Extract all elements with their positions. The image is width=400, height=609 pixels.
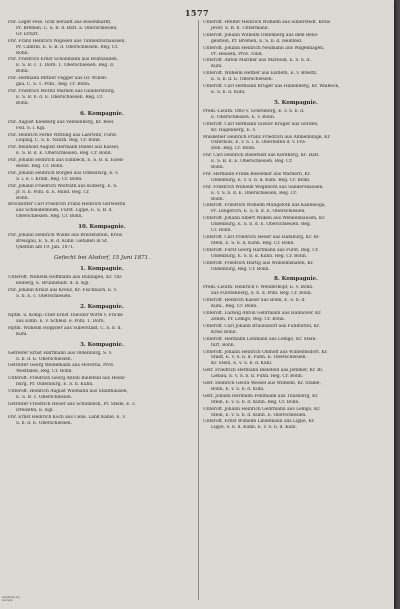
entry-line: Quentin am 19. Jan. 1871. [16, 245, 75, 250]
casualty-entry [8, 171, 196, 183]
section-heading: 8. Kompagnie. [274, 276, 318, 283]
entry-line: aus Eimb. E. v. Schleiz. e. Pöhl. 1. Dorn. [16, 318, 105, 324]
entry-line: Unteroff. Friedrich Georg Anton Bielefeld aus Heinz- [8, 376, 126, 382]
entry-line: Gefr. Friedrich Hermann Bielefeld aus Jemmer, Kr. Bl. [203, 368, 324, 374]
entry-line: Unteroff. Ludwig Anton Gehrmann aus Hannover, Kr. [203, 311, 322, 317]
entry-line: Unteroff. Hermann Lohmann aus Lemgo, Kr. Stein- [203, 336, 317, 342]
section-heading: 1. Kompagnie. [80, 266, 124, 273]
casualty-entry [203, 58, 389, 70]
section-heading: 3. Kompagnie. [80, 341, 124, 348]
casualty-entry [203, 84, 389, 96]
entry-line: nteln, E. S. b. d. Kühn. Reg. Cr. Bonn. [211, 240, 295, 246]
entry-line: lenberg, E. Brunnstadt. d. b. Kgl. [16, 281, 90, 287]
entry-line: Zellen, Pr. Lemgo, Reg. Cr. Bonn. [211, 316, 286, 322]
entry-line: Unteroff. Anton Märdler aus Marnold, E. S. b. d. [203, 58, 311, 64]
casualty-entry [203, 172, 389, 184]
entry-line: Oldenburg, E. v. S. b. d. Kühl. Reg. Cr. Bonn. [211, 177, 311, 183]
entry-line: Reine. Reg. Cr. Bonn. [16, 164, 64, 170]
entry-line: Unteroff. Johann Wilhelm Oldenberg aus dem Bens- [203, 32, 319, 38]
entry-line: Gefr. Johann Hermann Fehlmann aus Thalsberg, Kr. [203, 393, 319, 399]
entry-line: Dreizehn, E. Kgl. [16, 407, 54, 413]
entry-line: Kr. Hagenberg, E. v. [211, 127, 256, 133]
section-heading: 10. Kompagnie. [78, 224, 126, 231]
page-number: 1577 [184, 8, 210, 18]
casualty-entry [203, 394, 389, 406]
casualty-entry [203, 109, 389, 121]
entry-line: Kreis Bonn. [211, 329, 237, 335]
casualty-entry [8, 233, 196, 251]
entry-line: Fhr. Hermann Frank Bessemer aus Wärnern, Kr. [203, 171, 311, 177]
entry-line: Oldenburg, E. S. b. d. E. Oberschlesien. Reg. [211, 222, 312, 228]
casualty-entry [8, 288, 196, 300]
entry-line: Oldenburg, E. S. b. d. Kühn. Reg. Cr. Bonn. [211, 253, 308, 259]
entry-line: S. b. d. E. Oberschlesien. [16, 420, 72, 426]
entry-line: Fhr. Johann Friedrich Wolfrath aus Kolberg, E. S. [8, 183, 118, 189]
entry-line: Fhr. Johann Heinrich Wiebe aus Breitenstein, Kreis [8, 233, 123, 239]
entry-line: Brocksitter Carl Friedrich Franz Heinrich Gerwestin [8, 202, 126, 208]
entry-line: Fhr. Johann Heinrich aus Eimbeck, E. S. B. d. Eisen- [8, 158, 125, 164]
entry-line: E. S. B. c. 1. Dorn. 1. Oberschlesien. Reg. d. [16, 63, 115, 69]
casualty-entry [8, 158, 196, 170]
entry-line: furt, Bonn. [211, 342, 236, 348]
casualty-entry [8, 326, 196, 338]
entry-line: Lippe, S. b. d. Kühn. E. v. S. b. d. Kühl. [211, 425, 297, 431]
entry-line: E. S. b. d. Kühl. [211, 89, 246, 95]
entry-line: E. S. B. d. E. Oberschlesien. Reg. Cr. [211, 159, 293, 165]
entry-line: E. S. B. d. E. Oberschlesien. Reg. Cr. Bonn. [16, 151, 112, 157]
entry-line: Gefreiter Friedrich Heuer aus Schönbeck, Pr. Stede, E. v. [8, 401, 136, 407]
casualty-entry [203, 235, 389, 247]
casualty-entry [203, 285, 389, 297]
entry-line: Fhr. Johann Krauz aus Kreuz, Kr. Fischbach, E. v. [8, 288, 118, 294]
casualty-entry [8, 39, 196, 57]
section-heading: 6. Kompagnie. [80, 110, 124, 117]
casualty-entry [203, 248, 389, 260]
section-heading: 2. Kompagnie. [80, 304, 124, 311]
casualty-entry [8, 57, 196, 75]
casualty-entry [8, 202, 196, 220]
entry-line: Unteroff. Wilhelm Hoffmann aus Düllingen, Kr. Till- [8, 275, 123, 281]
casualty-entry [203, 122, 389, 134]
entry-line: Bonn. [16, 100, 29, 106]
entry-line: gelstein, Pr. Bremen, E. S. b. d. Heinfeld. [211, 38, 303, 44]
casualty-entry [203, 350, 389, 368]
entry-line: Prem.-Lieutn. Heinrich v. Wedderkopf, E. v. Bonn. [203, 285, 314, 291]
entry-line: Bonn. [16, 69, 29, 75]
entry-line: Bonn. [16, 50, 29, 56]
entry-line: Pr. Heilsen, Prov. Tönd. [211, 51, 263, 57]
casualty-entry [203, 46, 389, 58]
casualty-entry [8, 402, 196, 414]
entry-line: Westfalen, Reg. Cr. Bonn. [16, 369, 73, 375]
entry-line: S. b. d. E. Oberschlesien. [16, 356, 72, 362]
entry-line: Unteroff. Ernst Wilhelm Lindemann aus Lippe, Kr. [203, 419, 315, 425]
casualty-entry [203, 203, 389, 215]
entry-line: Oberschlesien. Reg. Cr. Bonn. [16, 214, 83, 220]
casualty-entry [203, 216, 389, 234]
casualty-entry [203, 185, 389, 203]
entry-line: Kühl. [211, 64, 223, 70]
casualty-entry [203, 311, 389, 323]
entry-line: Leipzig, C. S. b. Nauth. Reg. Cr. Bonn. [16, 138, 102, 144]
entry-line: gau, C. S. 1. Pöhl., Reg. Cr. Bonn. [16, 82, 91, 88]
entry-line: Unteroff. Heinrich August Wiemann aus Stadthausen, [8, 389, 128, 395]
entry-line: Fhr. Franz Heinrich Wigesen aus Tunnentschaussen, [8, 38, 126, 44]
entry-line: Cr. Bonn. [211, 228, 232, 234]
entry-line: Osterholz, E. v. S. i. b. Oberleiten d. v. Fra- [211, 140, 307, 146]
entry-line: aus Schleidenheim, Fürst. Lippe, E. S. B. d. [16, 208, 113, 214]
entry-line: burg, Pr. Oldenburg, E. S. b. Kühn. [16, 382, 94, 388]
casualty-entry [203, 153, 389, 171]
entry-line: aus Fürstenberg, S. b. d. Pöhl. Reg. Cr. Bonn. [211, 291, 313, 297]
entry-line: Fhr. August Kleeberg aus Vennenberg, Kr. Beel. [8, 119, 115, 125]
casualty-entry [8, 275, 196, 287]
entry-line: E. S. B. b. d. E. Oberschlesien. Reg. Cr. [16, 94, 104, 100]
entry-line: Musketier Heinrich Franz Friedrich aus Allmenhinge, Kr. [203, 134, 331, 140]
column-divider [198, 20, 199, 600]
entry-line: Gr. Erfurt. [16, 31, 39, 37]
left-column [8, 20, 196, 602]
entry-line: Unteroff. Fürst Georg Hartmann aus Fürst, Reg. Cr. [203, 247, 319, 253]
casualty-entry [203, 298, 389, 310]
entry-line: Fhr. Heinrich Ferne Wittling aus Laerwitz, Fürst. [8, 132, 118, 138]
casualty-entry [8, 145, 196, 157]
entry-line: Unteroff. Wilhelm Hettler aus Elsfleth, E. v. Bredtz, [203, 71, 318, 77]
entry-line: Fhr. Ernst Heinrich Koch aus Celle, Land Kahle, E. v. [8, 414, 126, 420]
entry-line: Kr. Stein, E. v. S. b. d. Kühl. [211, 361, 273, 367]
casualty-entry [203, 135, 389, 153]
casualty-entry [8, 313, 196, 325]
entry-line: Fhr. Friedrich Ernst Schönmann aus Bolzhauden, [8, 57, 119, 63]
casualty-entry [8, 351, 196, 363]
entry-line: Unteroff. Friedrich Hartig aus Wilhelmshafen, Kr. [203, 260, 314, 266]
battle-heading: Gefecht bei Alsdorf, 15 Juni 1871. [53, 254, 151, 261]
entry-line: Liebau, E. v. S. b. d. Fuhn. Reg. Cr. Bonn. [211, 374, 304, 380]
entry-line: sten. Reg. Cr. Bonn. [211, 146, 256, 152]
entry-line: Gefr. Heinrich Geora Wessel aus Wilhelm, Kr. Stalbe, [203, 381, 321, 387]
entry-line: Unteroff. Carl Hermann Krüger aus Hallenberg, Kr. Walbeck, [203, 84, 340, 90]
entry-line: Unteroff. Friedrich Wilhelm Müngeloth aus Kanneloga, [203, 203, 326, 209]
entry-line: Prem.-Lieutn. Otto v. Schreiberg, E. v. S. b. d. [203, 108, 305, 114]
casualty-entry [8, 20, 196, 38]
entry-line: Pr. Lengerich, E. S. b. d. E. Oberschlesien. [211, 209, 306, 215]
entry-line: Fhr. Legef Fess. Graf Beraldt aus Rosenmarkt, [8, 20, 112, 25]
footer-mark: Digitized by Google [2, 594, 20, 603]
entry-line: Unteroff. Heinrich Kaiser aus Bonn, E. S. b. d. [203, 298, 306, 304]
casualty-entry [203, 419, 389, 431]
right-column [203, 20, 389, 602]
entry-line: S. i. e. l. Kram. Reg. Cr. Bonn. [16, 176, 83, 182]
entry-line: Stadt, E. v. S. b. d. Fuhn. E. Oberschlesien. [211, 355, 307, 361]
casualty-entry [203, 407, 389, 419]
section-heading: 5. Kompagnie. [274, 99, 318, 106]
casualty-entry [203, 337, 389, 349]
casualty-entry [8, 89, 196, 107]
entry-line: Pr. Bremen, C. S. B. d. Batt. a. Oberschlesien, [16, 25, 118, 31]
casualty-entry [8, 389, 196, 401]
entry-line: Jever, S. B. b. Untermann. [211, 25, 269, 31]
entry-line: E. S. B. c. Oberschlesien. [16, 395, 73, 400]
casualty-entry [203, 20, 389, 32]
entry-line: Hptm. Wilhelm Hoppner aus Silberstadt, C. S. b. d. [8, 325, 122, 331]
entry-line: Bonn, E. v. S. b. d. Kühl. [211, 386, 265, 392]
casualty-entry [203, 324, 389, 336]
entry-line: Breisgau, E. S. B. d. Kühn. Gefallen in St. [16, 239, 109, 245]
casualty-entry [8, 363, 196, 375]
entry-line: Oldenburg, Reg. Cr. Bonn. [211, 266, 270, 272]
casualty-entry [203, 381, 389, 393]
casualty-entry [203, 71, 389, 83]
entry-line: Bonn. [16, 195, 29, 201]
entry-line: Hptm. u. Komp.-Chef Ernst Theodor Wirth v. Fricke [8, 313, 123, 319]
entry-line: Fsd. S. i. Kgl. [16, 125, 46, 131]
casualty-entry [203, 33, 389, 45]
entry-line: Unteroff. Johann Albert Wilken aus Wehnenhausen, Kr. [203, 216, 326, 222]
entry-line: Unteroff. Johann Heinrich Neumann aus Wagenhagen, [203, 45, 325, 51]
entry-line: Pr. Camrin, E. S. B. d. Oberschlesien. Reg. Cr. [16, 44, 119, 50]
entry-line: Gefreiter Ernst Hartmann aus Oldenburg, S. v. [8, 350, 113, 356]
entry-line: Fhr. Friedrich Wilhelm Wegehorn aus Sandershausen, [203, 184, 324, 190]
entry-line: Fhr. Friedrich Moritz Marxen aus Gunderzburg, [8, 88, 116, 94]
entry-line: Kühl. [16, 331, 28, 337]
casualty-entry [8, 415, 196, 427]
casualty-entry [8, 133, 196, 145]
entry-line: Kühl., Reg. Cr. Bonn. [211, 304, 258, 310]
casualty-entry [8, 120, 196, 132]
entry-line: S. b. E. c. Oberschlesien. [16, 294, 72, 300]
entry-line: Bonn. [211, 165, 224, 171]
entry-line: Unteroff. Johann Heinrich Oldhoff aus Wilhelmsdorf, Kr. [203, 349, 328, 355]
entry-line: Unteroff. Carl Friedrich Heuer aus Hamburg, Kr. Ri- [203, 235, 320, 240]
casualty-entry [203, 368, 389, 380]
entry-line: Fhr. Reinhold August Hermann Riebel aus Kassel, [8, 145, 120, 151]
entry-line: Jr. S. b. Pöhl. d. E. Bund. Reg. Cr. [16, 189, 90, 195]
entry-line: E. S. b. d. E. Oberschlesien. [211, 77, 273, 83]
entry-line: E. v. S. b. d. E. Oberschlesien, Reg. Cr. [211, 190, 297, 196]
entry-line: Gefreiter Georg Weidemann aus Hoverna, Prov. [8, 363, 115, 369]
casualty-entry [8, 184, 196, 202]
casualty-entry [8, 376, 196, 388]
casualty-entry [8, 76, 196, 88]
entry-line: E. Oberschlesien, E. v. Bonn. [211, 114, 276, 120]
entry-line: Fhr. Carl Heinrich Bielefeldt aus Kerdherg, Kr. Harl. [203, 153, 320, 159]
entry-line: Unteroff. Carl Hermann Gustav Krüger aus Gerden, [203, 121, 319, 127]
entry-line: Unteroff. Carl Johann Braunsdorf aus Fuhlbüttel, Kr. [203, 323, 321, 329]
casualty-entry [203, 261, 389, 273]
entry-line: Stein, E. v. S. b. d. Kühn. Reg. Cr. Bonn. [211, 399, 300, 405]
entry-line: Unteroff. Hfelter Heinrich Wilhelm aus Silberstedt, Kreis [203, 20, 331, 25]
entry-line: Bonn. [211, 196, 224, 202]
entry-line: Fhr. Johann Heinrich Borgen aus Oldenburg, E. v. [8, 170, 119, 176]
entry-line: Fhr. Hermann Bittner Fägger aus Gr. Willen- [8, 76, 108, 82]
entry-line: Stein, E. v. S. b. d. Kühn. E. Oberschlesien. [211, 412, 307, 418]
entry-line: Unteroff. Johann Heinrich Gehrmann aus Lemgo, Kr. [203, 406, 321, 412]
